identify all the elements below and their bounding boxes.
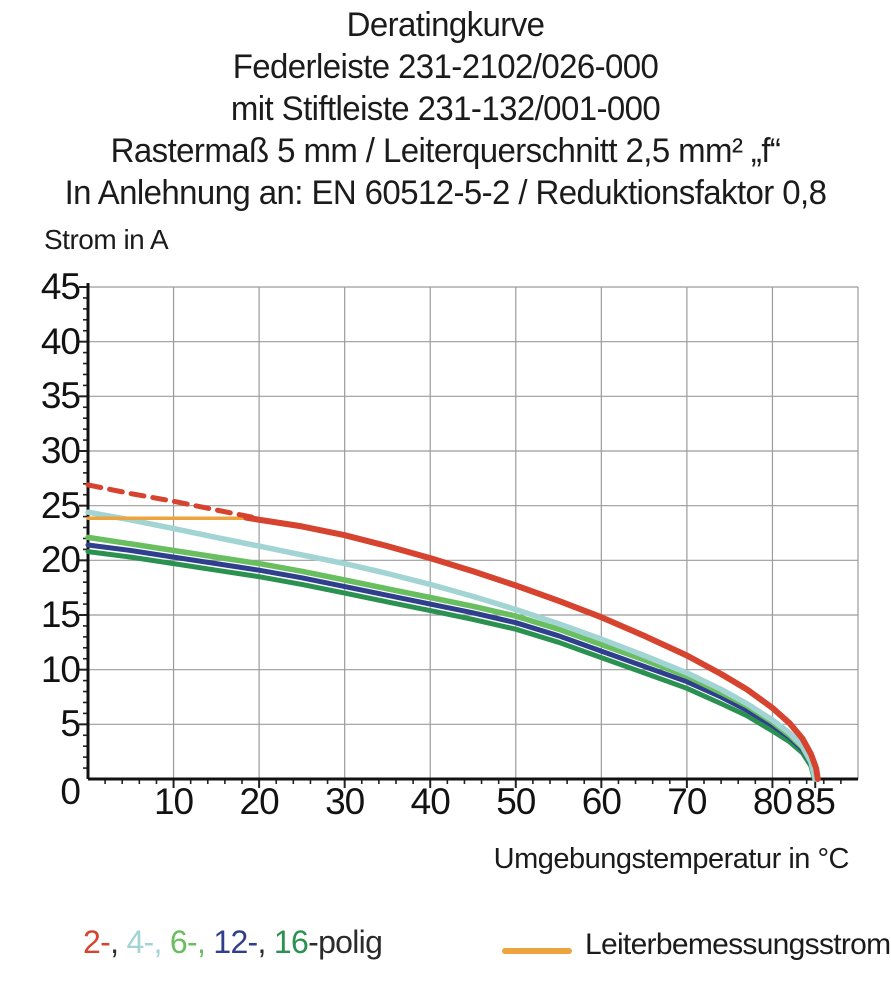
curve-12-polig [88, 545, 815, 779]
y-axis-title: Strom in A [44, 224, 169, 255]
y-tick-label: 0 [60, 771, 80, 812]
legend-pole-part: 4- [126, 924, 154, 960]
legend-pole-counts [83, 922, 382, 962]
y-tick-label: 45 [40, 266, 80, 307]
chart-subtitle-standard: In Anlehnung an: EN 60512-5-2 / Reduktionsfaktor 0,8 [64, 174, 827, 212]
x-tick-label: 20 [239, 781, 279, 822]
chart-subtitle-pitch-cross-section: Rastermaß 5 mm / Leiterquerschnitt 2,5 mm² „f“ [110, 132, 781, 170]
chart-subtitle-male-connector: mit Stiftleiste 231-132/001-000 [230, 90, 661, 128]
x-tick-label: 85 [795, 781, 835, 822]
plot-area [88, 287, 858, 779]
x-tick-label: 40 [410, 781, 450, 822]
rated-current-label: Leiterbemessungsstrom [585, 928, 891, 961]
chart-subtitle-female-connector: Federleiste 231-2102/026-000 [232, 48, 659, 86]
y-tick-label: 35 [40, 375, 80, 417]
legend-pole-part: 6- [169, 924, 197, 960]
legend-pole-part: , [153, 924, 170, 960]
y-tick-label: 10 [40, 648, 80, 690]
legend-pole-part: -polig [308, 924, 383, 960]
y-tick-label: 5 [60, 703, 80, 745]
legend-pole-part: 16 [273, 924, 309, 960]
y-tick-label: 30 [40, 430, 80, 471]
x-tick-label: 80 [752, 781, 793, 822]
x-tick-label: 50 [496, 781, 536, 822]
y-tick-label: 15 [40, 594, 80, 635]
chart-title: Deratingkurve [346, 6, 545, 44]
legend-pole-part: 2- [83, 924, 111, 960]
curve-2-polig [246, 518, 818, 779]
curve-6-polig [88, 537, 815, 779]
x-axis-title: Umgebungstemperatur in °C [493, 843, 849, 875]
x-tick-label: 60 [581, 781, 621, 822]
legend-pole-part: , [196, 924, 214, 960]
rated-current-line-swatch [502, 948, 572, 954]
curve-2-polig-gestrichelt- [88, 485, 255, 518]
y-tick-label: 20 [40, 539, 80, 581]
x-tick-label: 30 [325, 781, 365, 822]
x-tick-label: 70 [667, 781, 707, 822]
y-tick-label: 25 [40, 484, 80, 526]
x-tick-label: 10 [153, 781, 194, 822]
legend-pole-part: , [257, 924, 274, 960]
chart-title-block [0, 4, 891, 214]
y-tick-label: 40 [40, 320, 80, 362]
legend-pole-part: 12- [213, 924, 258, 960]
legend-pole-part: , [110, 924, 127, 960]
